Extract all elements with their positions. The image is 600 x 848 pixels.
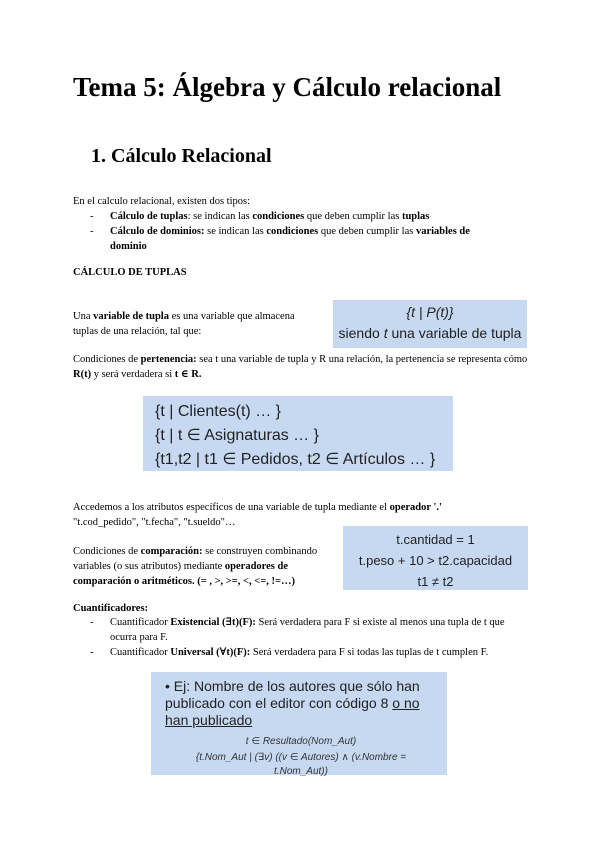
tupla-definition-box: {t | P(t)} siendo t una variable de tupla [333, 300, 527, 348]
page-title: Tema 5: Álgebra y Cálculo relacional [73, 72, 502, 102]
comparacion-examples-box [343, 526, 528, 590]
example-line: t1 ≠ t2 [417, 574, 454, 589]
example-line: {t | t ∈ Asignaturas … } [155, 427, 319, 444]
pertenencia-text: Condiciones de pertenencia: sea t una variable de tupla y R una relación, la pertenencia se representa cómo R(t) y será verdadera si t ∈ R. [73, 354, 528, 380]
example-line: {t1,t2 | t1 ∈ Pedidos, t2 ∈ Artículos … } [155, 451, 436, 468]
cuantificadores-list [90, 615, 525, 660]
pertenencia-examples-box [143, 396, 453, 471]
list-item: - Cuantificador Existencial (∃t)(F): Será verdadera para F si existe al menos una tupla de t que ocurra para F. [90, 617, 505, 643]
formula-line: {t.Nom_Aut | (∃v) ((v ∈ Autores) ∧ (v.Nombre = t.Nom_Aut)) [195, 752, 407, 777]
cuantificadores-heading: Cuantificadores: [73, 603, 149, 614]
example-line: {t | Clientes(t) … } [155, 403, 281, 420]
comparacion-text: Condiciones de comparación: se construyen combinando variables (o sus atributos) mediante operadores de comparación o aritméticos. (= , >, >=, <, <=, !=…) [73, 546, 318, 587]
formula-line: t ∈ Resultado(Nom_Aut) [245, 736, 357, 747]
example-statement: • Ej: Nombre de los autores que sólo han publicado con el editor con código 8 o no han publicado [165, 678, 420, 728]
tuplas-heading: CÁLCULO DE TUPLAS [73, 267, 187, 278]
var-tupla-text: Una variable de tupla es una variable que almacena tuplas de una relación, tal que: [73, 311, 295, 337]
list-item: - Cuantificador Universal (∀t)(F): Será verdadera para F si todas las tuplas de t cumplen F. [90, 647, 489, 658]
example-line: t.cantidad = 1 [396, 532, 475, 547]
section-heading: 1. Cálculo Relacional [91, 145, 272, 167]
types-list [90, 209, 503, 254]
acceso-text: Accedemos a los atributos específicos de una variable de tupla mediante el operador '.' "t.cod_pedido", "t.fecha", "t.sueldo"… [73, 502, 442, 528]
example-line: t.peso + 10 > t2.capacidad [358, 553, 513, 568]
list-item: - Cálculo de tuplas: se indican las condiciones que deben cumplir las tuplas [90, 211, 430, 222]
list-item: - Cálculo de dominios: se indican las condiciones que deben cumplir las variables de dominio [90, 226, 470, 252]
intro-text: En el calculo relacional, existen dos tipos: [73, 196, 250, 207]
intro-block [73, 194, 503, 254]
example-box [151, 672, 447, 775]
